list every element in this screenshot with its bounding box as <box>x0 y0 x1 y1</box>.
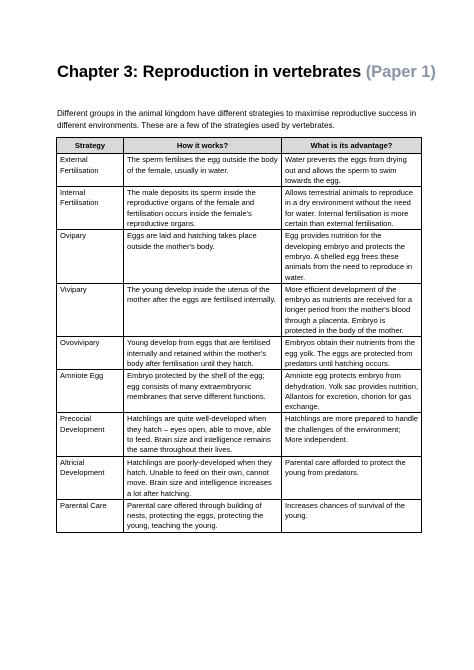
how-cell: The young develop inside the uterus of the mother after the eggs are fertilised internally. <box>124 283 282 336</box>
advantage-cell: Water prevents the eggs from drying out and allows the sperm to swim towards the egg. <box>282 154 422 187</box>
table-row <box>57 283 422 336</box>
table-row <box>57 499 422 532</box>
how-cell: The sperm fertilises the egg outside the body of the female, usually in water. <box>124 154 282 187</box>
how-cell: Hatchlings are quite well-developed when they hatch – eyes open, able to move, able to feed. Brain size and intelligence remains the same throughout their lives. <box>124 413 282 456</box>
paper-label: (Paper 1) <box>365 62 436 81</box>
strategy-cell: Internal Fertilisation <box>57 187 124 230</box>
page-title <box>57 62 436 82</box>
table-row <box>57 456 422 499</box>
table-row <box>57 413 422 456</box>
strategy-cell: Amniote Egg <box>57 370 124 413</box>
header-advantage: What is its advantage? <box>282 138 422 154</box>
how-cell: Eggs are laid and hatching takes place outside the mother's body. <box>124 230 282 283</box>
strategy-cell: Ovipary <box>57 230 124 283</box>
how-cell: The male deposits its sperm inside the reproductive organs of the female and fertilisation occurs inside the female's reproductive organs. <box>124 187 282 230</box>
strategy-cell: External Fertilisation <box>57 154 124 187</box>
table-row <box>57 337 422 370</box>
chapter-title: Chapter 3: Reproduction in vertebrates <box>57 62 362 81</box>
table-row <box>57 187 422 230</box>
advantage-cell: Increases chances of survival of the young. <box>282 499 422 532</box>
advantage-cell: Embryos obtain their nutrients from the egg yolk. The eggs are protected from predators until hatching occurs. <box>282 337 422 370</box>
strategy-cell: Ovovivipary <box>57 337 124 370</box>
how-cell: Parental care offered through building of nests, protecting the eggs, protecting the young, teaching the young. <box>124 499 282 532</box>
advantage-cell: Parental care afforded to protect the young from predators. <box>282 456 422 499</box>
table-row <box>57 370 422 413</box>
table-row <box>57 154 422 187</box>
advantage-cell: Hatchlings are more prepared to handle the challenges of the environment; More independent. <box>282 413 422 456</box>
how-cell: Hatchlings are poorly-developed when they hatch. Unable to feed on their own, cannot move. Brain size and intelligence increases a lot after hatching. <box>124 456 282 499</box>
table-header-row <box>57 138 422 154</box>
strategy-cell: Parental Care <box>57 499 124 532</box>
advantage-cell: More efficient development of the embryo as nutrients are received for a longer period from the mother's blood through a placenta. Embryo is protected in the body of the mother. <box>282 283 422 336</box>
header-strategy: Strategy <box>57 138 124 154</box>
how-cell: Embryo protected by the shell of the egg; egg consists of many extraembryonic membranes that serve different functions. <box>124 370 282 413</box>
advantage-cell: Egg provides nutrition for the developing embryo and protects the embryo. A shelled egg frees these animals from the need to reproduce in water. <box>282 230 422 283</box>
strategy-cell: Vivipary <box>57 283 124 336</box>
how-cell: Young develop from eggs that are fertilised internally and retained within the mother's body after fertilisation until they hatch. <box>124 337 282 370</box>
advantage-cell: Amniote egg protects embryo from dehydration. Yolk sac provides nutrition, Allantois for excretion, chorion for gas exchange. <box>282 370 422 413</box>
strategy-cell: Precocial Development <box>57 413 124 456</box>
strategies-table <box>56 137 422 533</box>
advantage-cell: Allows terrestrial animals to reproduce in a dry environment without the need for water. Internal fertilisation is more certain than external fertilisation. <box>282 187 422 230</box>
header-how-it-works: How it works? <box>124 138 282 154</box>
strategy-cell: Altricial Development <box>57 456 124 499</box>
intro-paragraph: Different groups in the animal kingdom have different strategies to maximise reproductive success in different environments. These are a few of the strategies used by vertebrates. <box>57 109 417 131</box>
table-row <box>57 230 422 283</box>
